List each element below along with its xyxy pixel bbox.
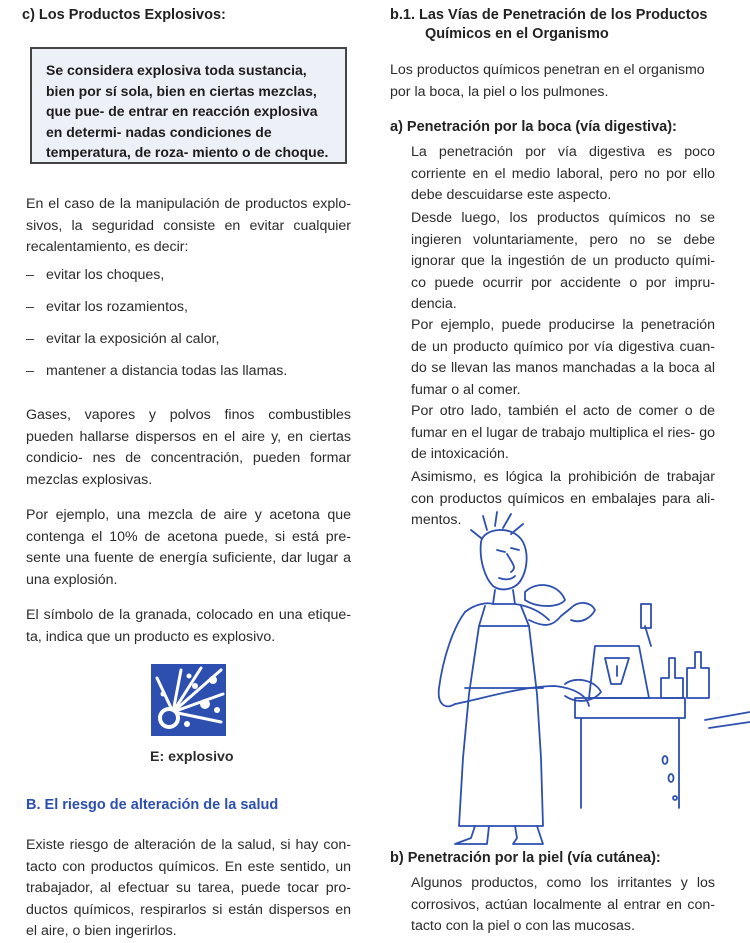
paragraph-oral-1: La penetración por vía digestiva es poco corriente en el medio laboral, pero no por ello debe descuidarse este aspecto. <box>411 144 715 203</box>
list-item: – mantener a distancia todas las llamas. <box>26 361 287 393</box>
paragraph-example-acetone: Por ejemplo, una mezcla de aire y acetona que contenga el 10% de acetona puede, si está pre- sente una fuente de energía suficiente, dar lugar a una explosión. <box>26 507 351 588</box>
list-item: – evitar los choques, <box>26 265 287 297</box>
heading-oral-route: a) Penetración por la boca (vía digestiva): <box>390 119 677 135</box>
definition-box <box>30 47 347 164</box>
precautions-list <box>26 265 287 393</box>
paragraph-health-risk: Existe riesgo de alteración de la salud, si hay con- tacto con productos químicos. En este sentido, un trabajador, al efectuar su tarea, puede tocar pro- ductos químicos, respirarlos si están dispersos en el aire, o bien ingerirlos. <box>26 837 351 939</box>
paragraph-oral-2: Desde luego, los productos químicos no se ingieren voluntariamente, pero no se debe ignorar que la ingestión de un producto quími- co puede ocurrir por accidente o por impru- dencia. <box>411 210 715 312</box>
list-item: – evitar la exposición al calor, <box>26 329 287 361</box>
worker-illustration <box>425 508 750 848</box>
heading-explosive-products: c) Los Productos Explosivos: <box>22 7 226 23</box>
paragraph-oral-3: Por ejemplo, puede producirse la penetración de un producto químico por vía digestiva cuan- do se llevan las manos manchadas a la boca al fumar o al comer. <box>411 317 715 398</box>
symbol-caption: E: explosivo <box>150 749 234 765</box>
definition-text: Se considera explosiva toda sustancia, bien por sí sola, bien en ciertas mezclas, que pue- de entrar en reacción explosiva en determi- nadas condiciones de temperatura, de roza- miento o de choque. <box>46 62 329 160</box>
list-item: – evitar los rozamientos, <box>26 297 287 329</box>
paragraph-gases: Gases, vapores y polvos finos combustibles pueden hallarse dispersos en el aire y, en ciertas condicio- nes de concentración, pueden formar mezclas explosivas. <box>26 407 351 488</box>
paragraph-oral-4: Por otro lado, también el acto de comer o de fumar en el lugar de trabajo multiplica el ries- go de intoxicación. <box>411 403 715 462</box>
paragraph-routes-intro: Los productos químicos penetran en el organismo por la boca, la piel o los pulmones. <box>390 62 705 100</box>
paragraph-symbol: El símbolo de la granada, colocado en una etique- ta, indica que un producto es explosivo. <box>26 607 351 645</box>
heading-routes-line1: b.1. Las Vías de Penetración de los Productos <box>390 7 708 23</box>
paragraph-handling: En el caso de la manipulación de productos explo- sivos, la seguridad consiste en evitar cualquier recalentamiento, es decir: <box>26 196 351 255</box>
heading-health-risk: B. El riesgo de alteración de la salud <box>26 797 279 813</box>
explosive-symbol-icon <box>151 664 226 736</box>
paragraph-skin-1: Algunos productos, como los irritantes y los corrosivos, actúan localmente al entrar en con- tacto con la piel o con las mucosas. <box>411 875 715 934</box>
paragraph-oral-5: Asimismo, es lógica la prohibición de trabajar con productos químicos en embalajes para ali- mentos. <box>411 469 715 528</box>
heading-routes-line2: Químicos en el Organismo <box>425 26 609 42</box>
heading-skin-route: b) Penetración por la piel (vía cutánea): <box>390 850 661 866</box>
